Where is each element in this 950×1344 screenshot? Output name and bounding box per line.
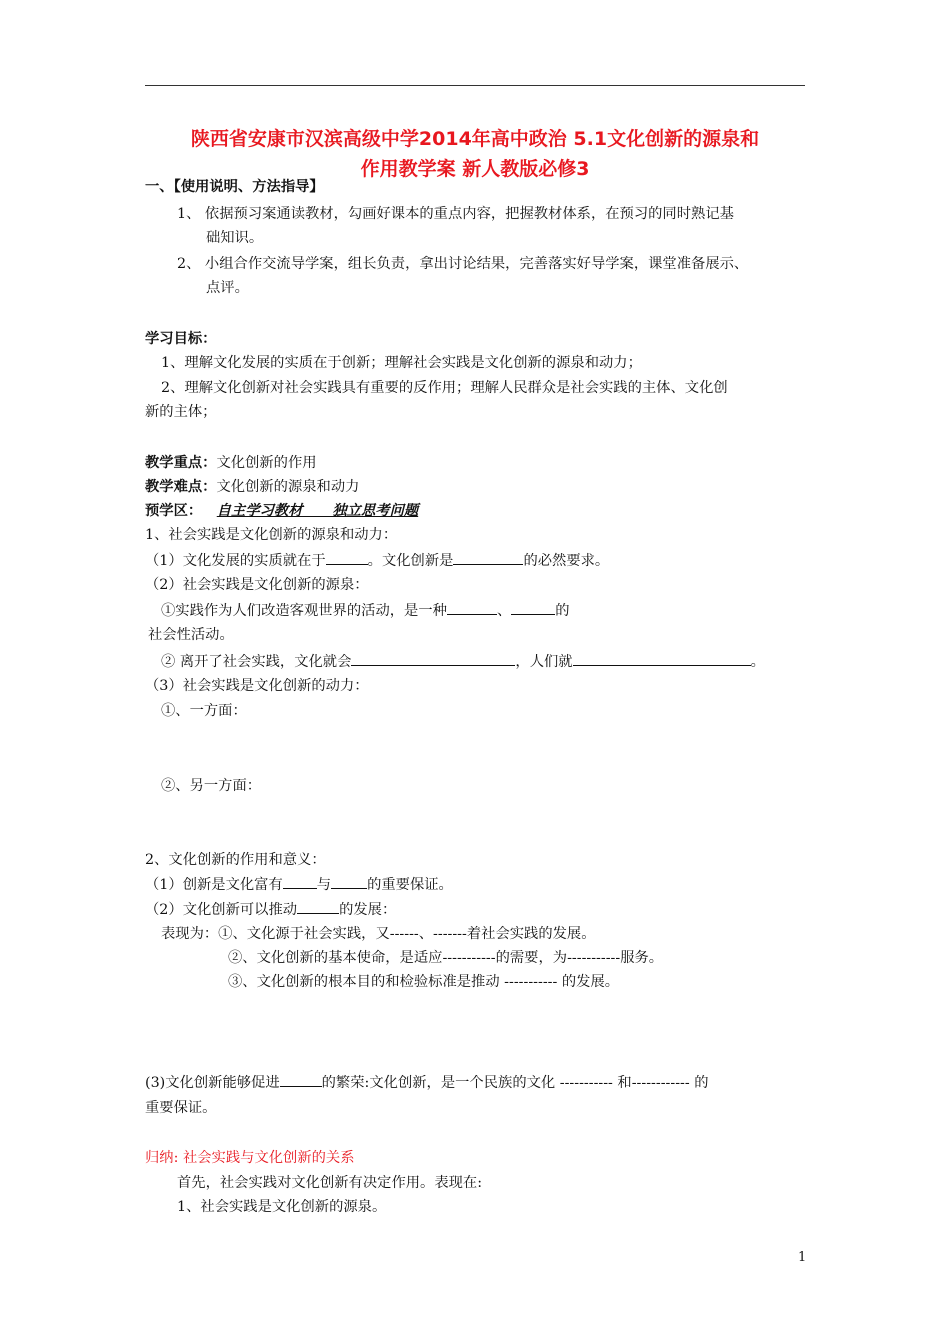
part1-line6: （3）社会实践是文化创新的动力： [145,678,369,694]
blank-1 [326,550,368,565]
goal-2a: 2、理解文化创新对社会实践具有重要的反作用；理解人民群众是社会实践的主体、文化创 [161,380,728,396]
summary-line1: 首先，社会实践对文化创新有决定作用。表现在: [177,1175,483,1191]
part2-heading: 2、文化创新的作用和意义： [145,852,326,868]
summary-heading: 归纳: 社会实践与文化创新的关系 [145,1150,355,1166]
blank-2 [453,550,523,565]
part1-line1-text-c: 的必然要求。 [523,553,610,569]
summary-line2: 1、社会实践是文化创新的源泉。 [177,1199,387,1215]
page-number: 1 [798,1250,807,1265]
part2-line7: 重要保证。 [145,1100,217,1116]
blank-9 [297,899,339,914]
part1-line1-text-b: 。文化创新是 [367,553,454,569]
usage-heading: 一、【使用说明、方法指导】 [145,179,324,195]
goals-heading: 学习目标： [145,331,217,347]
difficult-point-text: 文化创新的源泉和动力 [216,479,360,495]
part2-line1-text-c: 的重要保证。 [367,877,453,893]
part1-line2: （2）社会实践是文化创新的源泉： [145,577,369,593]
part2-line2-text-b: 的发展： [339,902,397,918]
usage-item-2a: 2、 小组合作交流导学案，组长负责，拿出讨论结果，完善落实好导学案，课堂准备展示、 [177,256,749,272]
part1-line5-text-b: ，人们就 [515,654,573,670]
part1-line3-text-b: 、 [496,603,512,619]
goal-2b: 新的主体； [145,404,217,420]
preview-label: 预学区： [145,503,203,519]
key-point-text: 文化创新的作用 [216,455,317,471]
blank-8 [331,874,367,889]
part2-line2 [145,899,396,920]
blank-4 [511,600,555,615]
difficult-point-line [145,477,359,497]
part1-line1 [145,550,609,571]
usage-item-1a: 1、 依据预习案通读教材，勾画好课本的重点内容，把握教材体系，在预习的同时熟记基 [177,206,734,222]
part2-line3: 表现为：①、文化源于社会实践，又------、-------着社会实践的发展。 [161,926,596,942]
blank-7 [283,874,317,889]
difficult-point-label: 教学难点： [145,479,217,495]
part2-line6-text-b: 的繁荣:文化创新，是一个民族的文化 ----------- 和------------ 的 [321,1075,709,1091]
goal-1: 1、理解文化发展的实质在于创新；理解社会实践是文化创新的源泉和动力； [161,355,642,371]
part1-line7: ①、一方面： [161,703,247,719]
part2-line1-text-b: 与 [316,877,332,893]
part1-line3-text-a: ①实践作为人们改造客观世界的活动，是一种 [161,603,447,619]
blank-5 [351,651,515,666]
document-title [140,124,810,184]
part1-line8: ②、另一方面： [161,778,262,794]
key-point-line [145,453,317,473]
part1-line1-text-a: （1）文化发展的实质就在于 [145,553,326,569]
part1-line5-text-a: ② 离开了社会实践，文化就会 [161,654,352,670]
blank-6 [573,651,751,666]
title-line-2: 作用教学案 新人教版必修3 [360,158,590,180]
part2-line6-text-a: (3)文化创新能够促进 [145,1075,280,1091]
part2-line2-text-a: （2）文化创新可以推动 [145,902,298,918]
preview-line [145,501,418,521]
blank-3 [447,600,497,615]
key-point-label: 教学重点： [145,455,217,471]
part1-line5 [161,651,765,672]
usage-item-2b: 点评。 [206,280,249,296]
part2-line6 [145,1072,709,1093]
part2-line4: ②、文化创新的基本使命，是适应-----------的需要，为-----------服务。 [228,950,664,966]
part1-line4: 社会性活动。 [148,627,234,643]
part1-heading: 1、社会实践是文化创新的源泉和动力： [145,527,398,543]
title-line-1: 陕西省安康市汉滨高级中学2014年高中政治 5.1文化创新的源泉和 [190,128,760,150]
blank-10 [280,1072,322,1087]
part2-line5: ③、文化创新的根本目的和检验标准是推动 ----------- 的发展。 [228,974,620,990]
preview-text: 自主学习教材 独立思考问题 [216,503,419,519]
part1-line3-text-c: 的 [555,603,570,619]
part2-line1 [145,874,453,895]
part1-line5-text-c: 。 [750,654,765,670]
usage-item-1b: 础知识。 [206,230,264,246]
part2-line1-text-a: （1）创新是文化富有 [145,877,283,893]
header-rule [145,85,805,86]
part1-line3 [161,600,570,621]
